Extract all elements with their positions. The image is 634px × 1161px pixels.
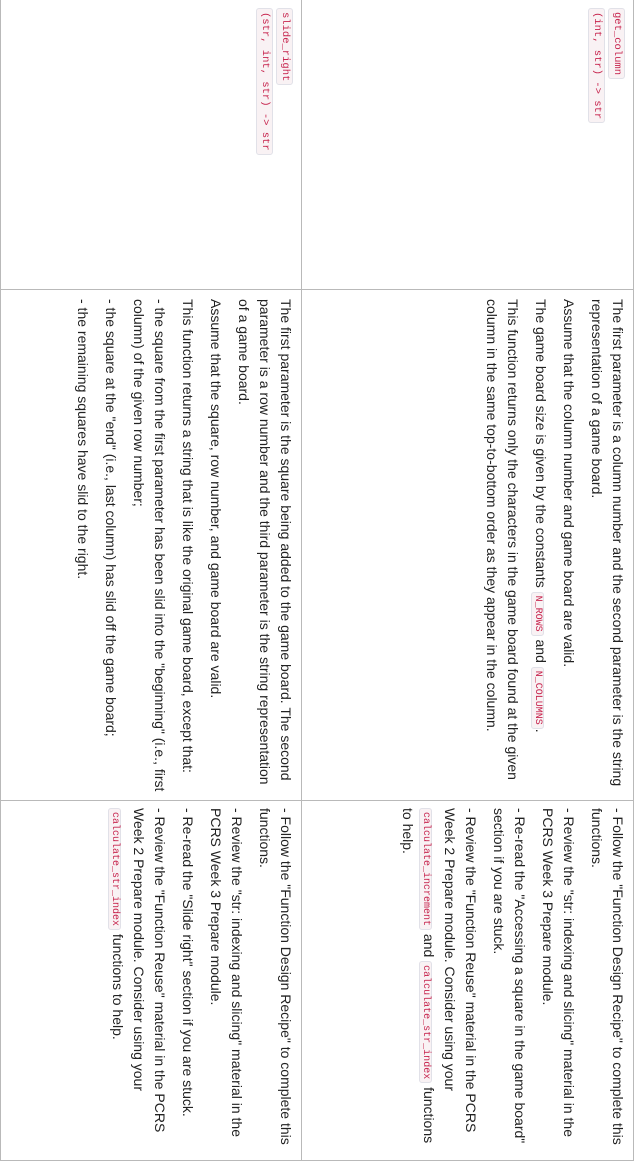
function-ref-calculate-str-index: calculate_str_index [108,808,121,930]
description-paragraph: Assume that the column number and game board are valid. [561,299,577,668]
description-paragraph: - the square at the "end" (i.e., last column) has slid off the game board; [103,299,119,737]
description-cell [0,289,302,800]
function-name: slide_right [276,8,293,85]
description-paragraph: - the remaining squares have slid to the right. [75,299,91,580]
function-ref-calculate-str-index: calculate_str_index [419,961,432,1083]
row-divider [301,0,302,1161]
table-border [0,0,1,1161]
description-paragraph: The first parameter is the square being added to the game board. The second parameter is a row number and the third parameter is the string representation of a game board. [236,299,294,785]
function-name: get_column [608,8,625,79]
description-paragraph: The first parameter is a column number and the second parameter is the string representation of a game board. [589,299,626,787]
table-row [302,0,634,1161]
hint-text: - Review the "Function Reuse" material in the PCRS Week 2 Prepare module. Consider using your calculate_str_index functions to help. [109,808,168,1133]
hint-text: - Review the "str: indexing and slicing" material in the PCRS Week 3 Prepare module. [208,808,245,1137]
hint-text: - Review the "Function Reuse" material in the PCRS Week 2 Prepare module. Consider using your calculate_increment and calculate_str_index functions to help. [400,808,479,1144]
function-cell [0,0,302,289]
description-paragraph: This function returns only the characters in the game board found at the given column in the same top-to-bottom order as they appear in the column. [484,299,521,780]
description-paragraph: Assume that the square, row number, and game board are valid. [208,299,224,699]
hint-text: - Follow the "Function Design Recipe" to complete this functions. [257,808,294,1145]
function-cell [302,0,634,289]
function-signature: (int, str) -> str [588,8,605,123]
description-paragraph: This function returns a string that is like the original game board, except that: [180,299,196,773]
column-divider [0,800,634,801]
hint-text: - Re-read the "Accessing a square in the game board" section if you are stuck. [491,808,528,1144]
constant-n-rows: N_ROWS [531,592,544,636]
table-row [0,0,302,1161]
description-paragraph: - the square from the first parameter has been slid into the "beginning" (i.e., first column) of the given row number; [131,299,168,792]
constant-n-columns: N_COLUMNS [531,667,544,729]
description-paragraph: The game board size is given by the constants N_ROWS and N_COLUMNS. [532,299,549,733]
column-divider [0,289,634,290]
hint-text: - Follow the "Function Design Recipe" to complete this functions. [589,808,626,1145]
hint-text: - Review the "str: indexing and slicing" material in the PCRS Week 3 Prepare module. [540,808,577,1137]
description-cell [302,289,634,800]
hint-text: - Re-read the "Slide right" section if you are stuck. [180,808,196,1117]
function-ref-calculate-increment: calculate_increment [419,808,432,930]
function-signature: (str, int, str) -> str [256,8,273,155]
hint-cell [302,800,634,1161]
hint-cell [0,800,302,1161]
